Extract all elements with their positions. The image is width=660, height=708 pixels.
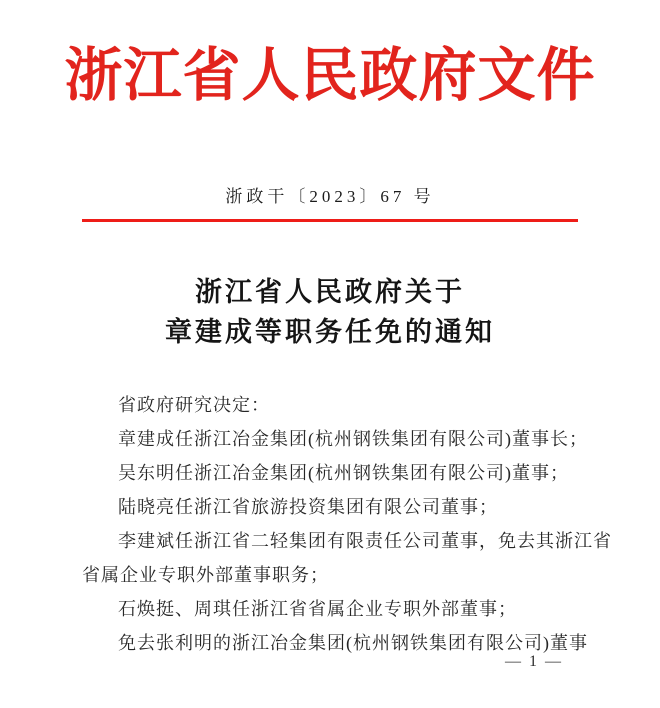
body-line: 李建斌任浙江省二轻集团有限责任公司董事，免去其浙江省: [118, 531, 612, 551]
body-line: 章建成任浙江冶金集团(杭州钢铁集团有限公司)董事长；: [118, 429, 588, 449]
header-divider-line: [82, 219, 578, 222]
document-reference-number: 浙政干〔2023〕67 号: [225, 187, 435, 206]
document-header-title: 浙江省人民政府文件: [64, 43, 596, 108]
document-title-line-1: 浙江省人民政府关于: [195, 277, 465, 307]
body-line: 石焕挺、周琪任浙江省省属企业专职外部董事；: [118, 599, 517, 619]
document-title-line-2: 章建成等职务任免的通知: [165, 317, 495, 347]
body-line: 省政府研究决定：: [118, 395, 270, 415]
body-line: 免去张利明的浙江冶金集团(杭州钢铁集团有限公司)董事: [118, 633, 588, 653]
body-line: 吴东明任浙江冶金集团(杭州钢铁集团有限公司)董事；: [118, 463, 569, 483]
page-number: — 1 —: [505, 653, 563, 670]
body-line: 省属企业专职外部董事职务；: [82, 565, 329, 585]
document-title: [0, 272, 660, 352]
body-line: 陆晓亮任浙江省旅游投资集团有限公司董事；: [118, 497, 498, 517]
document-body: [82, 388, 612, 660]
